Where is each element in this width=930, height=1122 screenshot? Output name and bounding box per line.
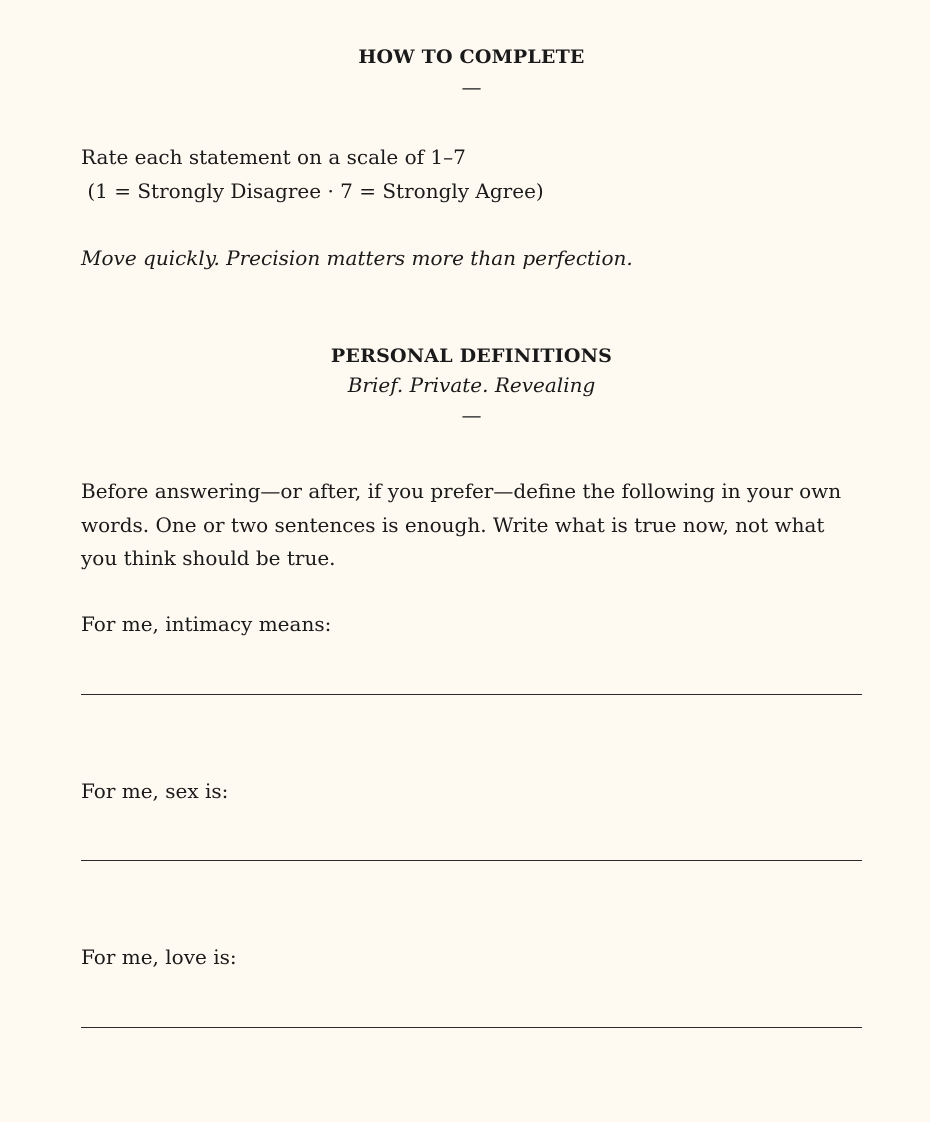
instruction-line-1: Rate each statement on a scale of 1–7 bbox=[81, 145, 466, 169]
prompt-love-label: For me, love is: bbox=[81, 945, 237, 969]
prompt-sex-label: For me, sex is: bbox=[81, 779, 229, 803]
sex-answer-line[interactable] bbox=[81, 860, 862, 861]
speed-note: Move quickly. Precision matters more than perfection. bbox=[81, 246, 633, 270]
definitions-header bbox=[81, 345, 862, 425]
definitions-title: PERSONAL DEFINITIONS bbox=[330, 345, 613, 367]
instruction-line-2: (1 = Strongly Disagree · 7 = Strongly Agree) bbox=[81, 178, 544, 203]
definitions-intro: Before answering—or after, if you prefer—define the following in your own words. One or two sentences is enough. Write what is true now, not what you think should be true. bbox=[81, 479, 842, 570]
prompt-intimacy-label: For me, intimacy means: bbox=[81, 612, 332, 636]
how-to-section bbox=[81, 46, 862, 97]
love-answer-line[interactable] bbox=[81, 1027, 862, 1028]
definitions-subtitle: Brief. Private. Revealing bbox=[347, 373, 596, 397]
definitions-divider: — bbox=[461, 403, 482, 427]
how-to-divider: — bbox=[461, 75, 482, 99]
intimacy-answer-line[interactable] bbox=[81, 694, 862, 695]
how-to-title: HOW TO COMPLETE bbox=[358, 46, 585, 68]
instructions bbox=[81, 141, 862, 208]
